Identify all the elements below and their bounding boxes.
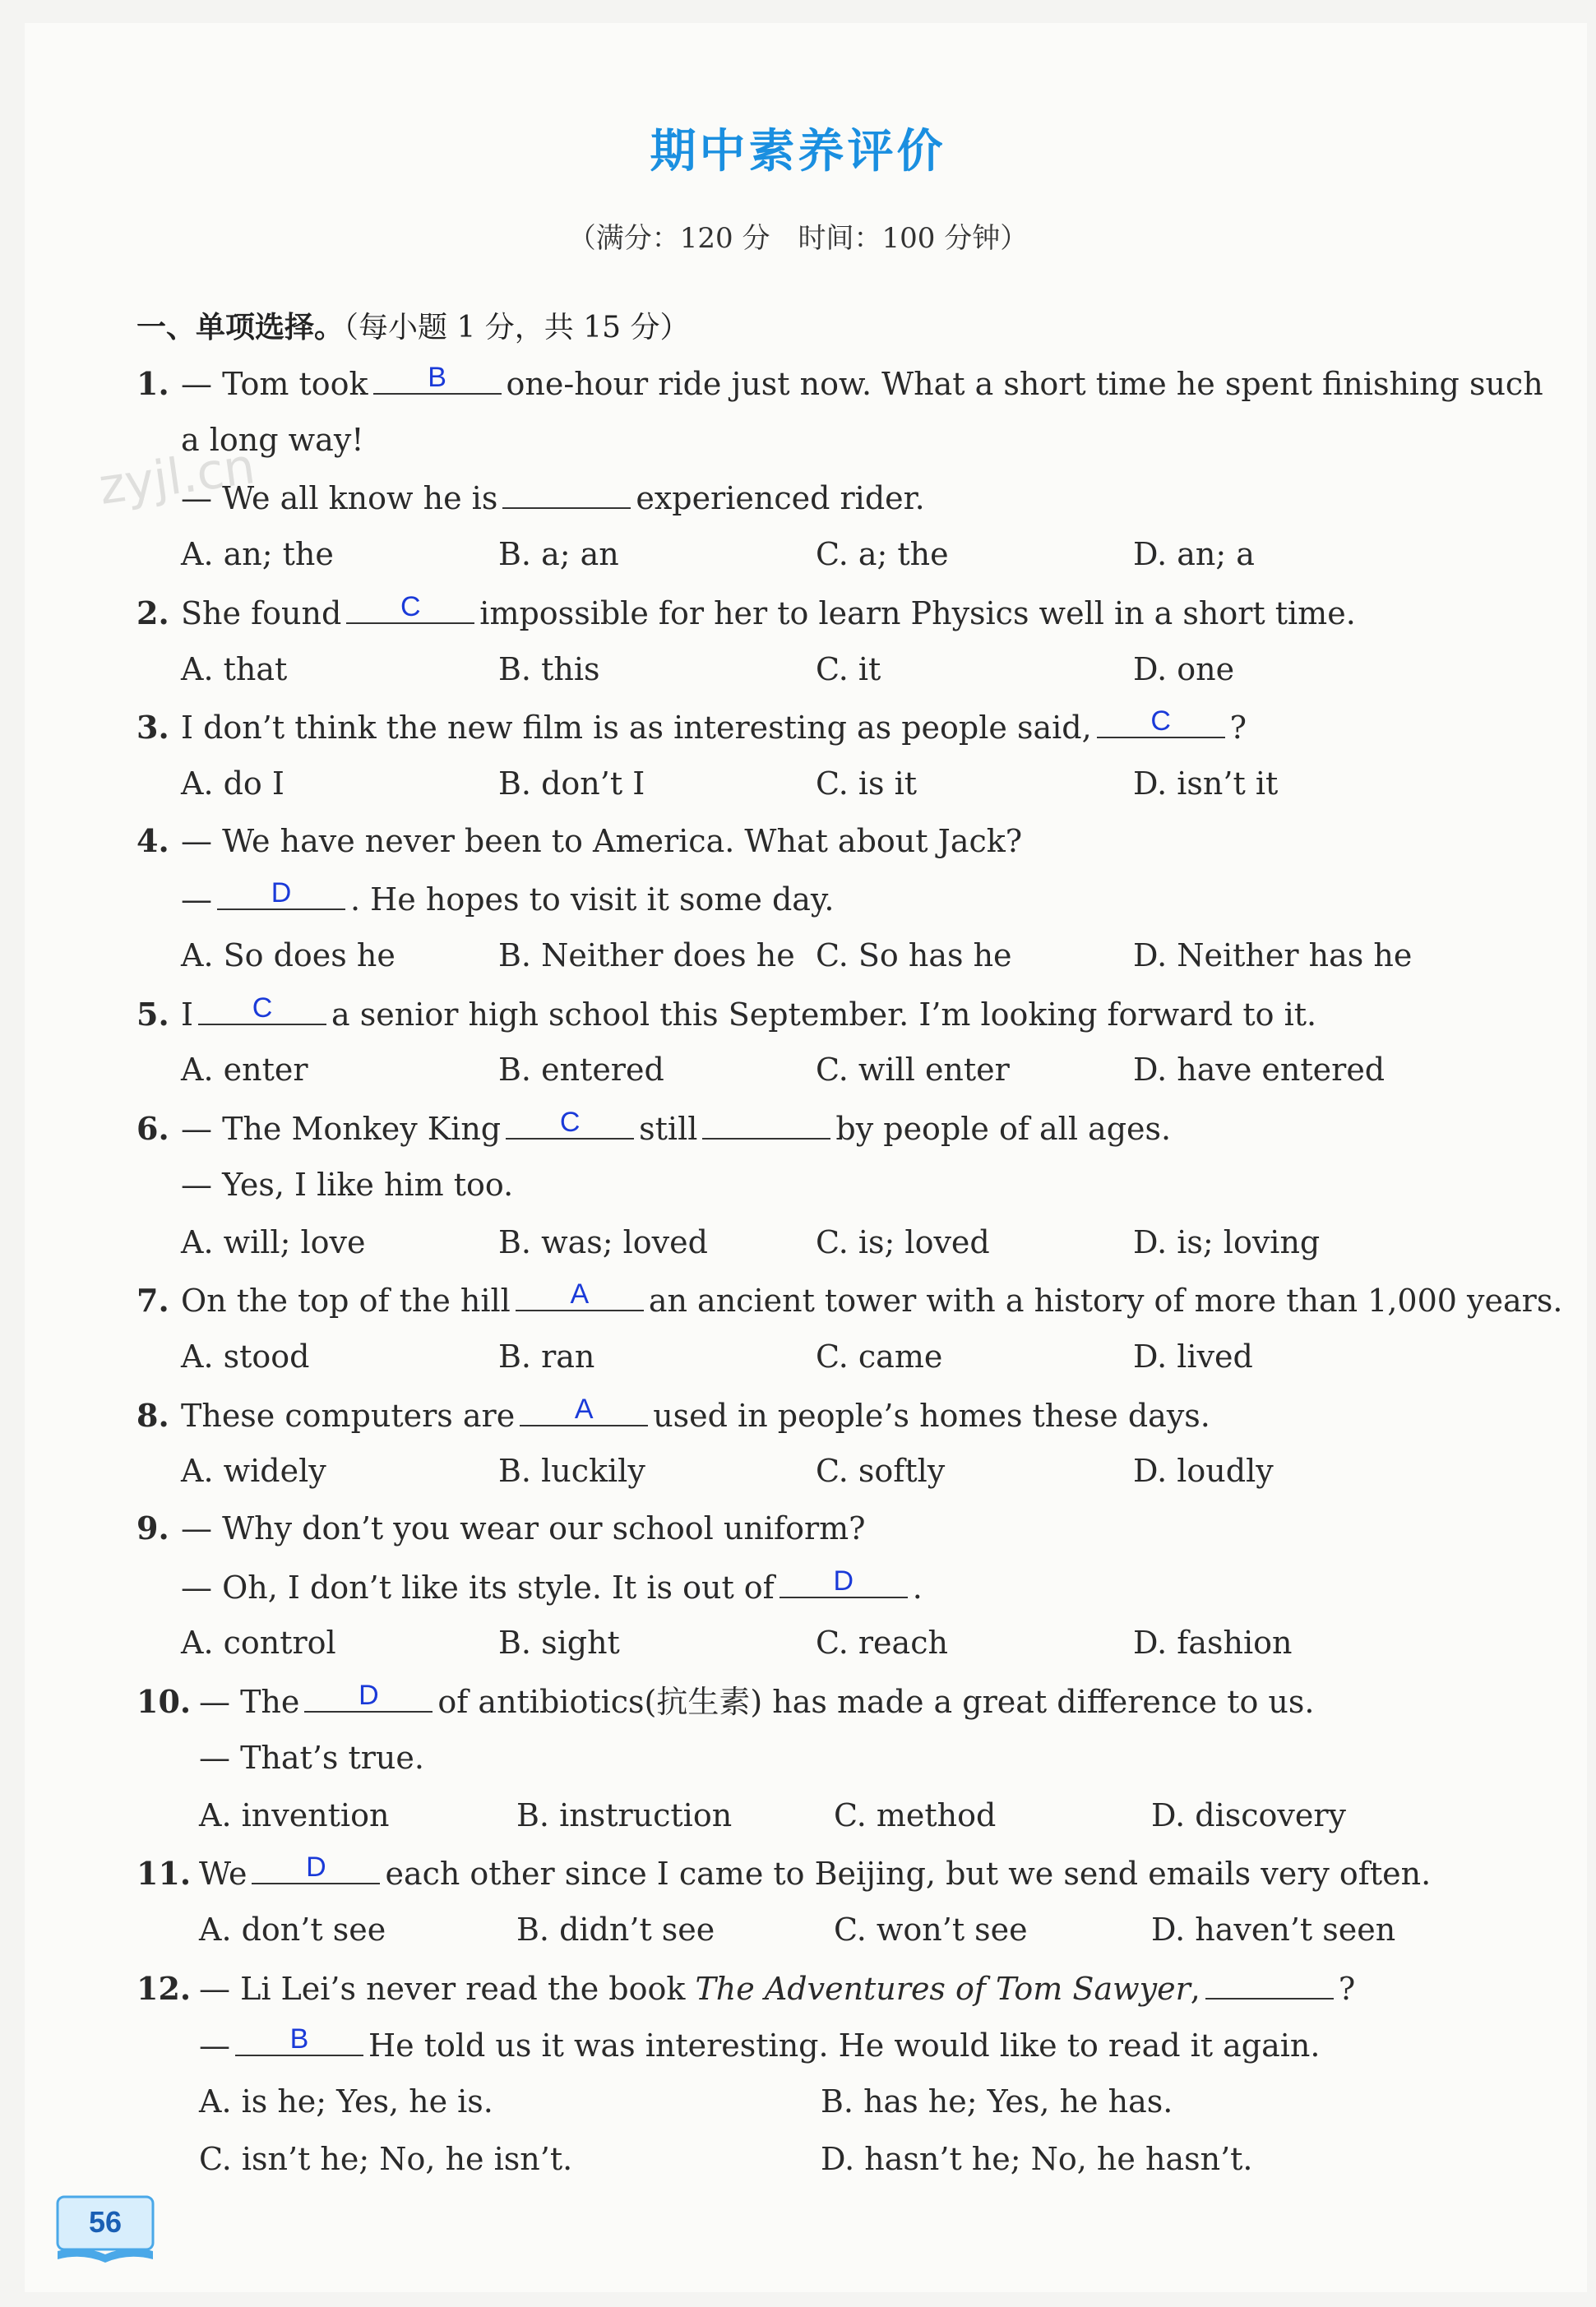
question-text: We: [199, 1856, 247, 1893]
question-text: He told us it was interesting. He would like to read it again.: [368, 2027, 1321, 2064]
answer-blank: [217, 877, 345, 910]
answer-blank: [346, 591, 474, 624]
answer-option: B. sight: [498, 1625, 620, 1662]
question-number: 7.: [136, 1282, 169, 1320]
question-line: [136, 992, 1316, 1035]
answer-option: A. do I: [181, 765, 285, 802]
answer-text: C: [400, 590, 421, 622]
answer-option: C. came: [816, 1338, 943, 1375]
book-title: The Adventures of Tom Sawyer: [685, 1970, 1191, 2007]
question-text: — Tom took: [181, 366, 368, 402]
answer-option: D. lived: [1133, 1338, 1253, 1375]
answer-option: C. So has he: [816, 937, 1012, 973]
question-text: — Why don’t you wear our school uniform?: [181, 1510, 866, 1546]
answer-blank: [304, 1680, 433, 1713]
question-line: [136, 821, 1022, 862]
answer-blank: [516, 1278, 644, 1311]
answer-option: B. ran: [498, 1338, 595, 1375]
section-heading: [136, 304, 690, 346]
answer-option: B. has he; Yes, he has.: [821, 2083, 1173, 2120]
section-label: 一、单项选择。: [136, 311, 345, 344]
answer-option: D. one: [1133, 650, 1235, 687]
question-line: [136, 1278, 1562, 1321]
answer-blank: [1205, 1967, 1334, 2000]
question-number: 12.: [136, 1969, 192, 2007]
page-number-badge: [54, 2194, 156, 2264]
question-text: a long way!: [181, 421, 364, 458]
question-text: — The Monkey King: [181, 1111, 502, 1148]
question-text: — We have never been to America. What about Jack?: [181, 822, 1023, 859]
question-text: by people of all ages.: [835, 1111, 1172, 1148]
question-number: 2.: [136, 594, 169, 631]
answer-blank: [252, 1852, 380, 1884]
question-number: 10.: [136, 1683, 192, 1721]
answer-option: C. it: [816, 650, 881, 687]
answer-option: A. invention: [199, 1796, 390, 1833]
question-text: ?: [1338, 1970, 1356, 2007]
page-number: 56: [88, 2205, 123, 2239]
question-number: 5.: [136, 995, 169, 1033]
question-text: used in people’s homes these days.: [653, 1397, 1210, 1434]
answer-option: D. fashion: [1133, 1625, 1293, 1662]
answer-option: C. a; the: [816, 536, 949, 573]
question-line: [136, 591, 1356, 634]
answer-option: B. didn’t see: [516, 1911, 715, 1948]
question-line: [136, 705, 1247, 748]
answer-option: B. entered: [498, 1052, 664, 1089]
answer-option: C. is; loved: [816, 1223, 990, 1260]
question-line: [181, 419, 364, 460]
question-line: [136, 1967, 1355, 2009]
question-line: [181, 1565, 923, 1608]
answer-option: C. method: [834, 1796, 997, 1833]
answer-option: D. loudly: [1133, 1453, 1274, 1490]
answer-option: A. an; the: [181, 536, 334, 573]
answer-option: B. Neither does he: [498, 937, 795, 973]
answer-option: D. haven’t seen: [1151, 1911, 1396, 1948]
answer-option: D. Neither has he: [1133, 937, 1413, 973]
answer-option: B. luckily: [498, 1453, 645, 1490]
answer-option: D. discovery: [1151, 1796, 1346, 1833]
answer-option: A. don’t see: [199, 1911, 386, 1948]
answer-option: A. that: [181, 650, 288, 687]
answer-text: C: [559, 1107, 581, 1139]
question-line: [136, 1508, 866, 1549]
question-text: — Li Lei’s never read the book: [199, 1970, 686, 2007]
answer-text: C: [252, 992, 273, 1024]
question-number: 1.: [136, 365, 169, 402]
watermark: zyjl.cn: [95, 437, 259, 516]
question-number: 8.: [136, 1396, 169, 1434]
answer-option: C. softly: [816, 1453, 946, 1490]
question-text: one-hour ride just now. What a short time he spent finishing such: [506, 366, 1543, 402]
question-text: —: [199, 2027, 230, 2064]
answer-text: A: [570, 1278, 590, 1311]
answer-text: D: [833, 1565, 854, 1597]
answer-option: C. reach: [816, 1625, 948, 1662]
answer-option: A. widely: [181, 1453, 326, 1490]
answer-text: D: [306, 1852, 326, 1884]
question-line: [181, 1164, 513, 1205]
answer-option: B. was; loved: [498, 1223, 708, 1260]
question-line: [136, 362, 1543, 405]
answer-option: B. don’t I: [498, 765, 645, 802]
question-text: — The: [199, 1684, 300, 1721]
answer-blank: [779, 1565, 908, 1598]
question-text: .: [912, 1569, 923, 1606]
answer-option: A. is he; Yes, he is.: [199, 2083, 493, 2120]
question-text: — Oh, I don’t like its style. It is out of: [181, 1569, 775, 1606]
answer-text: A: [574, 1393, 594, 1425]
answer-text: C: [1150, 705, 1171, 737]
answer-option: D. hasn’t he; No, he hasn’t.: [821, 2140, 1253, 2177]
answer-option: A. control: [181, 1625, 336, 1662]
answer-blank: [506, 1107, 634, 1140]
question-text: a senior high school this September. I’m looking forward to it.: [331, 996, 1317, 1033]
question-line: [181, 877, 834, 920]
answer-text: B: [428, 362, 446, 393]
answer-option: B. a; an: [498, 536, 619, 573]
question-text: —: [181, 881, 212, 918]
answer-blank: [235, 2023, 363, 2056]
answer-blank: [502, 476, 631, 509]
answer-blank: [702, 1107, 830, 1140]
question-number: 4.: [136, 821, 169, 859]
answer-option: B. instruction: [516, 1796, 733, 1833]
question-line: [199, 2023, 1320, 2066]
answer-option: C. isn’t he; No, he isn’t.: [199, 2140, 573, 2177]
question-text: ?: [1229, 710, 1247, 747]
question-text: impossible for her to learn Physics well in a short time.: [479, 594, 1356, 631]
question-text: On the top of the hill: [181, 1283, 511, 1320]
question-text: — Yes, I like him too.: [181, 1166, 514, 1203]
question-number: 9.: [136, 1509, 169, 1546]
question-number: 6.: [136, 1110, 169, 1148]
answer-option: A. So does he: [181, 937, 396, 973]
section-note: （每小题 1 分，共 15 分）: [344, 311, 690, 344]
question-line: [136, 1852, 1431, 1894]
question-text: These computers are: [181, 1397, 516, 1434]
question-text: I: [181, 996, 194, 1033]
question-text: an ancient tower with a history of more than 1,000 years.: [648, 1283, 1563, 1320]
question-text: still: [639, 1111, 698, 1148]
question-text: — We all know he is: [181, 480, 498, 517]
answer-option: D. isn’t it: [1133, 765, 1279, 802]
answer-blank: [198, 992, 326, 1025]
question-line: [136, 1680, 1315, 1722]
question-line: [181, 476, 925, 519]
answer-blank: [1097, 705, 1225, 738]
question-text: — That’s true.: [199, 1739, 424, 1776]
answer-blank: [373, 362, 502, 395]
question-text: She found: [181, 594, 342, 631]
question-text: I don’t think the new film is as interesting as people said,: [181, 710, 1092, 747]
answer-option: A. will; love: [181, 1223, 366, 1260]
answer-blank: [520, 1394, 648, 1426]
page-title: 期中素养评价: [650, 125, 946, 178]
answer-option: C. won’t see: [834, 1911, 1028, 1948]
answer-option: A. stood: [181, 1338, 310, 1375]
question-number: 3.: [136, 709, 169, 747]
answer-option: C. is it: [816, 765, 918, 802]
answer-text: D: [359, 1680, 379, 1712]
question-number: 11.: [136, 1855, 192, 1893]
answer-option: D. an; a: [1133, 536, 1255, 573]
answer-option: A. enter: [181, 1052, 308, 1089]
question-text: . He hopes to visit it some day.: [350, 881, 835, 918]
answer-option: C. will enter: [816, 1052, 1010, 1089]
answer-option: B. this: [498, 650, 600, 687]
answer-option: D. is; loving: [1133, 1223, 1321, 1260]
question-text: experienced rider.: [636, 480, 925, 517]
answer-text: B: [289, 2023, 309, 2055]
exam-info: （满分：120 分 时间：100 分钟）: [567, 222, 1029, 255]
question-line: [199, 1737, 424, 1778]
question-text: of antibiotics(抗生素) has made a great difference to us.: [437, 1684, 1315, 1721]
question-line: [136, 1394, 1210, 1436]
question-text: each other since I came to Beijing, but we send emails very often.: [385, 1856, 1432, 1893]
answer-option: D. have entered: [1133, 1052, 1386, 1089]
question-line: [136, 1107, 1171, 1149]
answer-text: D: [271, 877, 292, 909]
question-text: ,: [1190, 1970, 1200, 2007]
